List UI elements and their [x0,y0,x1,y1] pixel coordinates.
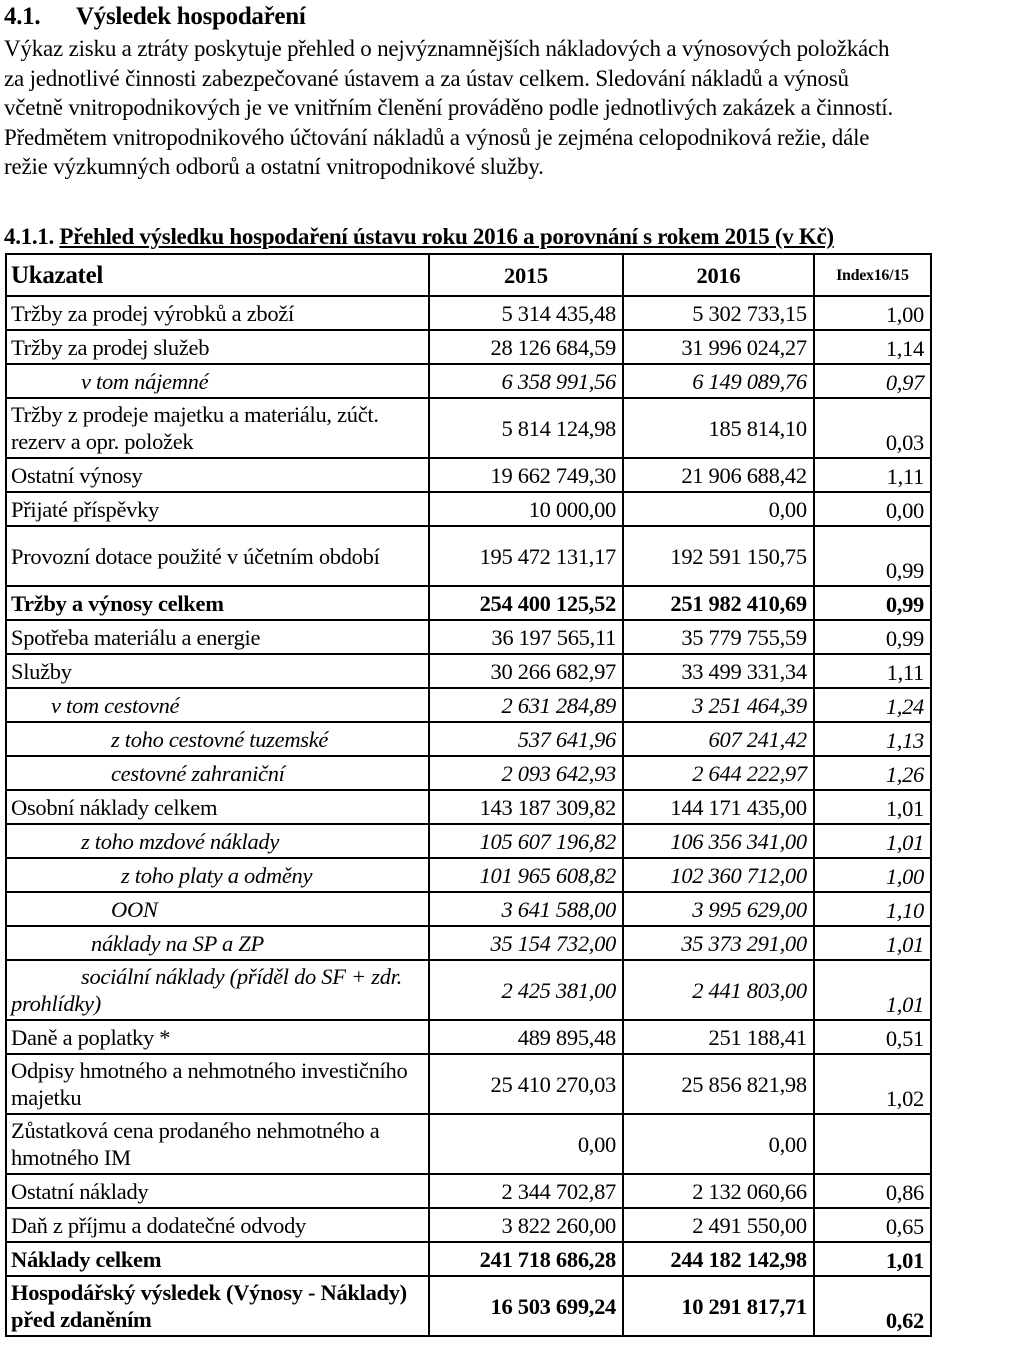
row-label: Osobní náklady celkem [6,790,429,824]
value-2016: 33 499 331,34 [623,654,814,688]
value-index: 1,00 [814,296,931,330]
value-index: 1,24 [814,688,931,722]
table-row [6,892,931,926]
table-row [6,1174,931,1208]
value-2016: 35 779 755,59 [623,620,814,654]
table-row [6,296,931,330]
row-label: v tom cestovné [6,688,429,722]
value-2015: 195 472 131,17 [429,526,623,586]
value-2016: 2 644 222,97 [623,756,814,790]
value-2016: 3 995 629,00 [623,892,814,926]
value-2015: 2 093 642,93 [429,756,623,790]
row-label: Tržby za prodej výrobků a zboží [6,296,429,330]
value-2015: 25 410 270,03 [429,1054,623,1114]
value-2015: 241 718 686,28 [429,1242,623,1276]
row-label: v tom nájemné [6,364,429,398]
value-2016: 106 356 341,00 [623,824,814,858]
table-row [6,1114,931,1174]
row-label: Hospodářský výsledek (Výnosy - Náklady) před zdaněním [6,1276,429,1336]
table-row [6,398,931,458]
value-index: 0,99 [814,620,931,654]
value-index: 0,99 [814,586,931,620]
value-2016: 102 360 712,00 [623,858,814,892]
header-2015: 2015 [429,254,623,296]
value-2016: 192 591 150,75 [623,526,814,586]
value-2016: 185 814,10 [623,398,814,458]
table-row [6,688,931,722]
row-label: Náklady celkem [6,1242,429,1276]
value-2015: 35 154 732,00 [429,926,623,960]
value-2016: 251 982 410,69 [623,586,814,620]
value-2015: 105 607 196,82 [429,824,623,858]
table-row [6,858,931,892]
intro-line: za jednotlivé činnosti zabezpečované ústavem a za ústav celkem. Sledování nákladů a výnosů [4,65,849,91]
table-row [6,722,931,756]
subsection-number: 4.1.1. [4,224,54,249]
value-2016: 2 441 803,00 [623,960,814,1020]
section-heading [4,0,305,34]
row-label: Daň z příjmu a dodatečné odvody [6,1208,429,1242]
value-index: 1,00 [814,858,931,892]
value-index: 1,01 [814,1242,931,1276]
table-row [6,330,931,364]
row-label: Zůstatková cena prodaného nehmotného a hmotného IM [6,1114,429,1174]
table-row [6,960,931,1020]
value-2015: 2 631 284,89 [429,688,623,722]
table-row [6,458,931,492]
value-2016: 2 132 060,66 [623,1174,814,1208]
value-2015: 5 314 435,48 [429,296,623,330]
value-index: 1,02 [814,1054,931,1114]
value-index: 1,01 [814,960,931,1020]
value-index: 1,10 [814,892,931,926]
section-number: 4.1. [4,3,41,30]
value-index: 1,01 [814,790,931,824]
row-label: Odpisy hmotného a nehmotného investičního majetku [6,1054,429,1114]
value-index: 0,99 [814,526,931,586]
row-label: Ostatní výnosy [6,458,429,492]
value-2015: 36 197 565,11 [429,620,623,654]
row-label: z toho platy a odměny [6,858,429,892]
value-2016: 144 171 435,00 [623,790,814,824]
intro-line: včetně vnitropodnikových je ve vnitřním členění prováděno podle jednotlivých zakázek a činností. [4,95,894,120]
value-index: 0,65 [814,1208,931,1242]
header-indicator: Ukazatel [6,254,429,296]
value-2015: 489 895,48 [429,1020,623,1054]
value-index: 1,01 [814,926,931,960]
row-label: Tržby a výnosy celkem [6,586,429,620]
table-row [6,1054,931,1114]
value-2016: 0,00 [623,1114,814,1174]
value-2016: 3 251 464,39 [623,688,814,722]
value-2016: 25 856 821,98 [623,1054,814,1114]
value-2015: 3 641 588,00 [429,892,623,926]
value-index: 1,11 [814,458,931,492]
value-2016: 244 182 142,98 [623,1242,814,1276]
value-2015: 5 814 124,98 [429,398,623,458]
row-label: Spotřeba materiálu a energie [6,620,429,654]
table-row [6,492,931,526]
value-index: 0,97 [814,364,931,398]
value-index: 1,26 [814,756,931,790]
row-label: OON [6,892,429,926]
value-2015: 10 000,00 [429,492,623,526]
row-label: Ostatní náklady [6,1174,429,1208]
table-row [6,1276,931,1336]
table-row [6,1020,931,1054]
value-index: 0,00 [814,492,931,526]
value-index [814,1114,931,1174]
row-label: Tržby z prodeje majetku a materiálu, zúčt. rezerv a opr. položek [6,398,429,458]
value-2015: 28 126 684,59 [429,330,623,364]
table-row [6,790,931,824]
value-index: 0,86 [814,1174,931,1208]
value-2016: 251 188,41 [623,1020,814,1054]
value-2015: 19 662 749,30 [429,458,623,492]
value-2015: 2 344 702,87 [429,1174,623,1208]
value-2016: 2 491 550,00 [623,1208,814,1242]
row-label: z toho mzdové náklady [6,824,429,858]
value-index: 0,62 [814,1276,931,1336]
value-2016: 35 373 291,00 [623,926,814,960]
table-row [6,620,931,654]
row-label: Provozní dotace použité v účetním období [6,526,429,586]
header-index: Index16/15 [814,254,931,296]
value-index: 1,14 [814,330,931,364]
table-row [6,654,931,688]
intro-paragraph [4,34,1022,182]
value-2015: 6 358 991,56 [429,364,623,398]
value-index: 1,13 [814,722,931,756]
row-label: Daně a poplatky * [6,1020,429,1054]
subsection-heading [4,223,834,251]
value-index: 1,11 [814,654,931,688]
section-title: Výsledek hospodaření [76,3,306,30]
row-label: z toho cestovné tuzemské [6,722,429,756]
value-2015: 143 187 309,82 [429,790,623,824]
value-2015: 0,00 [429,1114,623,1174]
table-row [6,1208,931,1242]
row-label: cestovné zahraniční [6,756,429,790]
row-label: Tržby za prodej služeb [6,330,429,364]
subsection-title: Přehled výsledku hospodaření ústavu roku 2016 a porovnání s rokem 2015 (v Kč) [59,224,834,249]
row-label: sociální náklady (příděl do SF + zdr. prohlídky) [6,960,429,1020]
header-2016: 2016 [623,254,814,296]
table-row [6,926,931,960]
table-row [6,586,931,620]
intro-line: Výkaz zisku a ztráty poskytuje přehled o nejvýznamnějších nákladových a výnosových položkách [4,36,890,61]
value-2015: 537 641,96 [429,722,623,756]
value-index: 1,01 [814,824,931,858]
results-table [5,253,932,1337]
value-2015: 3 822 260,00 [429,1208,623,1242]
value-index: 0,51 [814,1020,931,1054]
row-label: náklady na SP a ZP [6,926,429,960]
value-2015: 101 965 608,82 [429,858,623,892]
value-2015: 16 503 699,24 [429,1276,623,1336]
intro-line: režie výzkumných odborů a ostatní vnitropodnikové služby. [4,154,544,179]
value-2016: 607 241,42 [623,722,814,756]
table-row [6,756,931,790]
intro-line: Předmětem vnitropodnikového účtování nákladů a výnosů je zejména celopodniková režie, dále [4,124,870,150]
value-2015: 2 425 381,00 [429,960,623,1020]
value-2016: 31 996 024,27 [623,330,814,364]
value-index: 0,03 [814,398,931,458]
table-row [6,824,931,858]
table-header-row [6,254,931,296]
value-2016: 21 906 688,42 [623,458,814,492]
value-2015: 254 400 125,52 [429,586,623,620]
value-2016: 5 302 733,15 [623,296,814,330]
row-label: Přijaté příspěvky [6,492,429,526]
value-2015: 30 266 682,97 [429,654,623,688]
value-2016: 10 291 817,71 [623,1276,814,1336]
table-row [6,364,931,398]
table-row [6,1242,931,1276]
value-2016: 0,00 [623,492,814,526]
table-row [6,526,931,586]
row-label: Služby [6,654,429,688]
value-2016: 6 149 089,76 [623,364,814,398]
